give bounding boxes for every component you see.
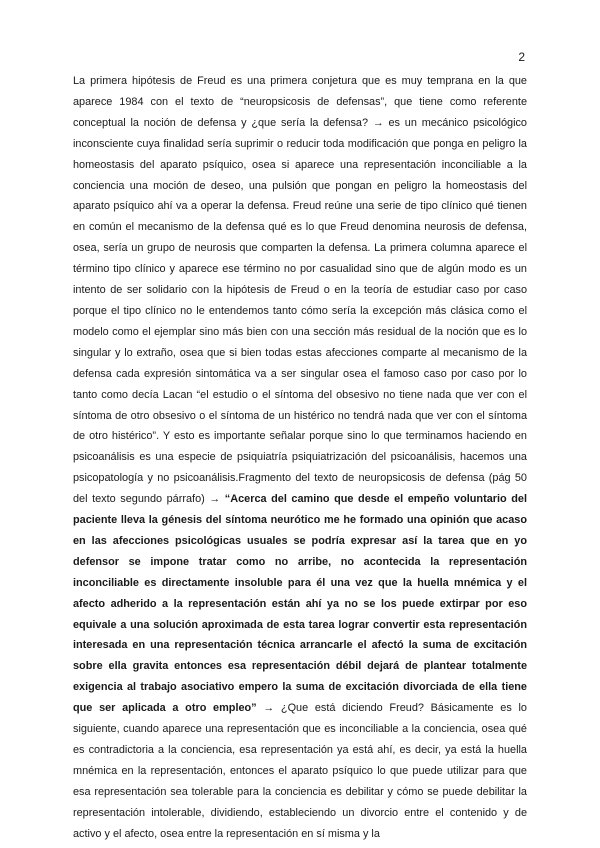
page-number: 2 <box>518 50 525 64</box>
paragraph-outro: → ¿Que está diciendo Freud? Básicamente es lo siguiente, cuando aparece una representación que es inconciliable a la conciencia, osea qué es contradictoria a la conciencia, esa representación ya está ahí, es decir, ya está la huella mnémica en la representación, entonces el aparato psíquico lo que puede utilizar para que esa representación sea tolerable para la conciencia es debilitar y cómo se puede debilitar la representación intolerable, dividiendo, estableciendo un divorcio entre el contenido y de activo y el afecto, osea entre la representación en sí misma y la <box>73 702 527 840</box>
freud-quote: “Acerca del camino que desde el empeño voluntario del paciente lleva la génesis del síntoma neurótico me he formado una opinión que acaso en las afecciones psicológicas usuales se podría expresar así la tarea que en yo defensor se impone tratar como no arribe, no acontecida la representación inconciliable es directamente insoluble para él una vez que la huella mnémica y el afecto adherido a la representación están ahí ya no se los puede extirpar por eso equivale a una solución aproximada de esta tarea lograr convertir esta representación interesada en una representación técnica arrancarle el afectó la suma de excitación sobre ella gravita entonces esa representación débil dejará de plantear totalmente exigencia al trabajo asociativo empero la suma de excitación divorciada de ella tiene que ser aplicada a otro empleo” <box>73 493 527 715</box>
paragraph-intro: La primera hipótesis de Freud es una primera conjetura que es muy temprana en la que aparece 1984 con el texto de “neuropsicosis de defensas”, que tiene como referente conceptual la noción de defensa y ¿que sería la defensa? → es un mecánico psicológico inconsciente cuya finalidad sería suprimir o reducir toda modificación que ponga en peligro la homeostasis del aparato psíquico, osea si aparece una representación inconciliable a la conciencia una moción de deseo, una pulsión que pongan en peligro la homeostasis del aparato psíquico ahí va a operar la defensa. Freud reúne una serie de tipo clínico qué tienen en común el mecanismo de la defensa qué es lo que Freud denomina neurosis de defensa, osea, sería un grupo de neurosis que comparten la defensa. La primera columna aparece el término tipo clínico y aparece ese término no por casualidad sino que de algún modo es un intento de ser solidario con la hipótesis de Freud o en la teoría de estudiar caso por caso porque el tipo clínico no le entendemos tanto cómo sería la excepción más clásica como el modelo como el ejemplar sino más bien con una sección más residual de la noción que es lo singular y lo extraño, osea que si bien todas estas afecciones comparte al mecanismo de la defensa cada expresión sintomática va a ser singular osea el famoso caso por caso por lo tanto como decía Lacan “el estudio o el síntoma del obsesivo no tiene nada que ver con el síntoma de otro obsesivo o el síntoma de un histérico no tendrá nada que ver con el síntoma de otro histérico”. Y esto es importante señalar porque sino lo que terminamos haciendo en psicoanálisis es una especie de psiquiatría psiquiatrización del psicoanálisis, hacemos una psicopatología y no psicoanálisis.Fragmento del texto de neuropsicosis de defensa (pág 50 del texto segundo párrafo) → <box>73 75 527 506</box>
body-paragraph <box>73 71 527 845</box>
